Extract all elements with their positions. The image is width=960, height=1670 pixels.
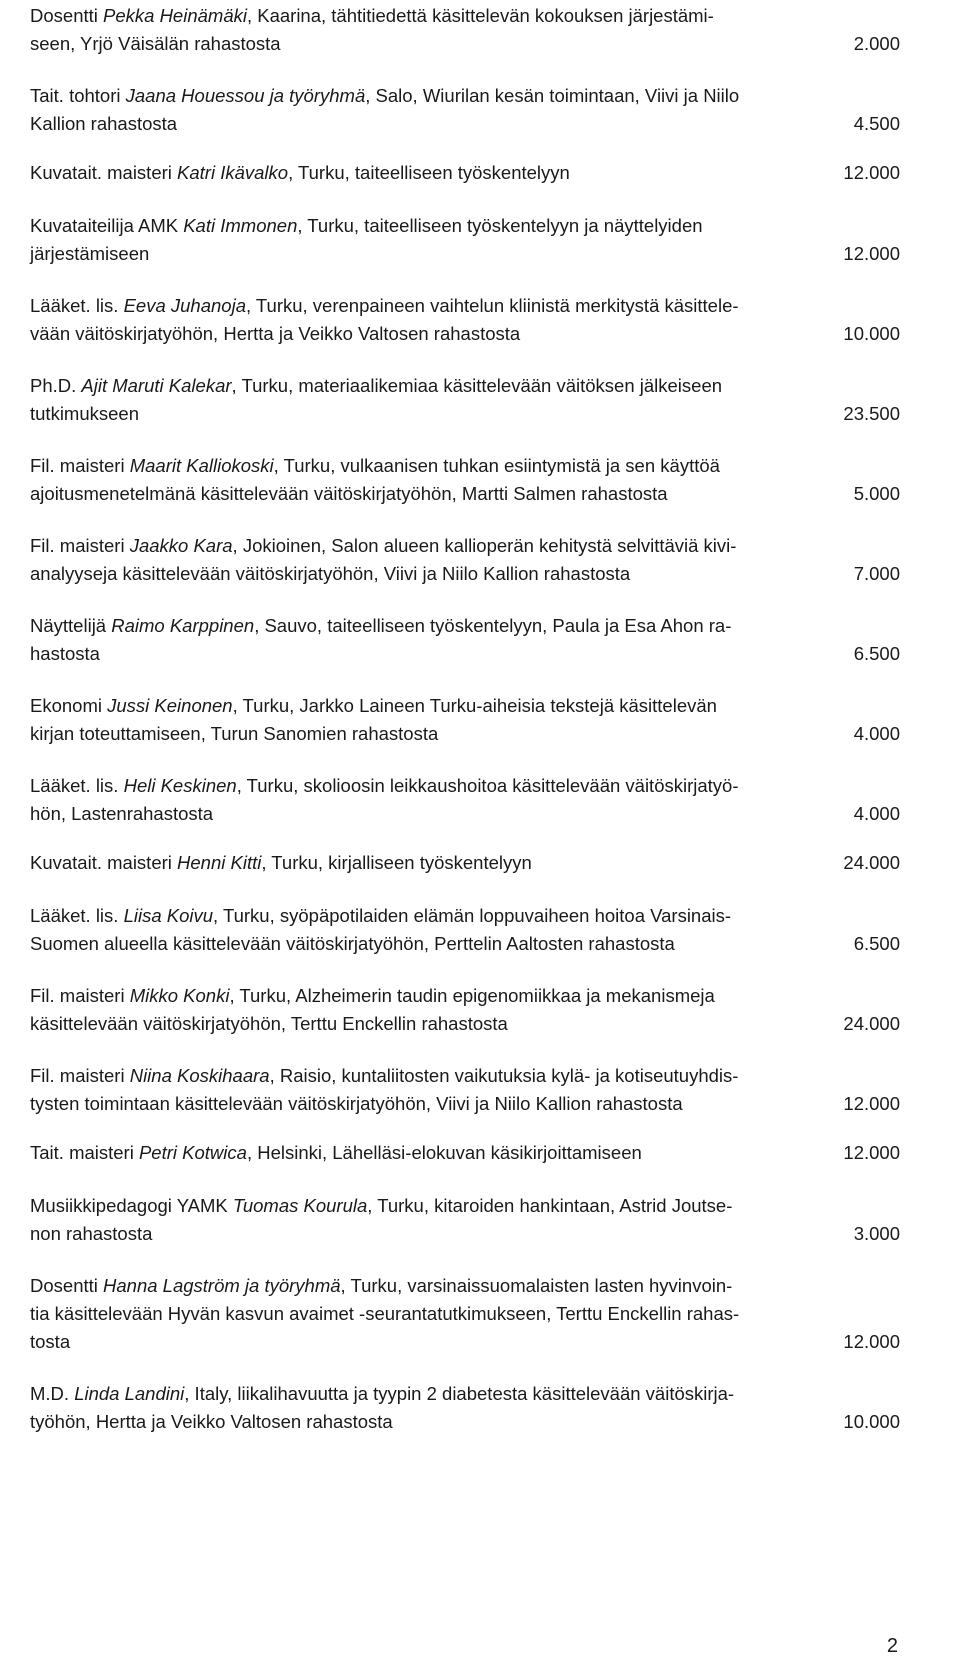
recipient-name: Jaana Houessou ja työryhmä (125, 85, 366, 106)
grant-amount: 23.500 (843, 403, 900, 424)
grant-text: , Turku, kitaroiden hankintaan, Astrid Joutse- (367, 1195, 733, 1216)
grant-amount: 5.000 (853, 483, 900, 504)
grant-amount: 12.000 (843, 243, 900, 264)
grant-text: Tait. maisteri (30, 1142, 139, 1163)
grant-text-line (30, 560, 900, 588)
recipient-name: Heli Keskinen (123, 775, 237, 796)
grant-text-line (30, 372, 900, 400)
grant-amount: 4.000 (853, 723, 900, 744)
grant-entry (30, 849, 900, 877)
grant-entry (30, 159, 900, 187)
grant-text-line (30, 800, 900, 828)
grant-description (30, 159, 900, 187)
grant-text: Kallion rahastosta (30, 113, 178, 134)
recipient-name: Jussi Keinonen (107, 695, 233, 716)
grant-text: , Turku, taiteelliseen työskentelyyn (288, 162, 570, 183)
grant-text: Kuvatait. maisteri (30, 852, 178, 873)
grant-description (30, 772, 900, 828)
grant-text: , Turku, taiteelliseen työskentelyyn ja näyttelyiden (297, 215, 703, 236)
recipient-name: Jaakko Kara (129, 535, 233, 556)
grant-text: , Turku, Jarkko Laineen Turku-aiheisia tekstejä käsittelevän (232, 695, 717, 716)
grant-text-line (30, 930, 900, 958)
grant-text: , Salo, Wiurilan kesän toimintaan, Viivi ja Niilo (365, 85, 740, 106)
recipient-name: Hanna Lagström ja työryhmä (103, 1275, 341, 1296)
grant-text: , Jokioinen, Salon alueen kallioperän kehitystä selvittäviä kivi- (232, 535, 737, 556)
grant-text-line (30, 212, 900, 240)
grant-text: , Turku, skolioosin leikkaushoitoa käsittelevään väitöskirjatyö- (236, 775, 739, 796)
grant-text: , Sauvo, taiteelliseen työskentelyyn, Paula ja Esa Ahon ra- (254, 615, 732, 636)
grant-text: hastosta (30, 643, 100, 664)
grant-text: Fil. maisteri (30, 535, 130, 556)
grant-text: hön, Lastenrahastosta (30, 803, 214, 824)
recipient-name: Liisa Koivu (123, 905, 214, 926)
grant-text: Dosentti (30, 1275, 104, 1296)
grant-text-line (30, 292, 900, 320)
grant-text: , Turku, vulkaanisen tuhkan esiintymistä ja sen käyttöä (273, 455, 720, 476)
grant-text-line (30, 849, 900, 877)
grant-entry (30, 2, 900, 58)
grant-text: Fil. maisteri (30, 1065, 130, 1086)
grant-description (30, 2, 900, 58)
grant-text-line (30, 612, 900, 640)
grant-description (30, 902, 900, 958)
grant-text-line (30, 452, 900, 480)
grant-amount: 6.500 (853, 933, 900, 954)
grant-amount: 12.000 (843, 1331, 900, 1352)
grant-text: Ph.D. (30, 375, 82, 396)
grant-amount: 12.000 (843, 1142, 900, 1163)
recipient-name: Linda Landini (74, 1383, 185, 1404)
grant-text: , Italy, liikalihavuutta ja tyypin 2 diabetesta käsittelevään väitöskirja- (184, 1383, 735, 1404)
grant-entry (30, 1272, 900, 1356)
grant-text: käsittelevään väitöskirjatyöhön, Terttu Enckellin rahastosta (30, 1013, 508, 1034)
grant-text-line (30, 400, 900, 428)
grant-text: ajoitusmenetelmänä käsittelevään väitöskirjatyöhön, Martti Salmen rahastosta (30, 483, 668, 504)
grant-text: , Kaarina, tähtitiedettä käsittelevän kokouksen järjestämi- (246, 5, 714, 26)
grant-text-line (30, 1328, 900, 1356)
grant-text: non rahastosta (30, 1223, 153, 1244)
recipient-name: Eeva Juhanoja (123, 295, 246, 316)
grant-entry (30, 82, 900, 138)
grant-text-line (30, 1010, 900, 1038)
grant-text: , Turku, syöpäpotilaiden elämän loppuvaiheen hoitoa Varsinais- (213, 905, 732, 926)
grant-text: tysten toimintaan käsittelevään väitöskirjatyöhön, Viivi ja Niilo Kallion rahastosta (30, 1093, 683, 1114)
recipient-name: Petri Kotwica (138, 1142, 247, 1163)
grant-text: järjestämiseen (30, 243, 150, 264)
grant-text-line (30, 320, 900, 348)
grant-text: Lääket. lis. (30, 295, 124, 316)
grant-description (30, 532, 900, 588)
grant-text: , Turku, Alzheimerin taudin epigenomiikkaa ja mekanismeja (229, 985, 715, 1006)
recipient-name: Maarit Kalliokoski (129, 455, 274, 476)
grant-text-line (30, 1220, 900, 1248)
grant-description (30, 292, 900, 348)
grant-description (30, 1192, 900, 1248)
grant-amount: 4.500 (853, 113, 900, 134)
recipient-name: Mikko Konki (129, 985, 230, 1006)
grant-text: Dosentti (30, 5, 104, 26)
grant-text-line (30, 640, 900, 668)
grant-text: työhön, Hertta ja Veikko Valtosen rahastosta (30, 1411, 393, 1432)
grant-description (30, 982, 900, 1038)
recipient-name: Ajit Maruti Kalekar (81, 375, 232, 396)
grant-text-line (30, 480, 900, 508)
grant-text: Ekonomi (30, 695, 108, 716)
grant-text: , Raisio, kuntaliitosten vaikutuksia kylä- ja kotiseutuyhdis- (269, 1065, 739, 1086)
grant-text-line (30, 110, 900, 138)
grant-text-line (30, 30, 900, 58)
grant-amount: 12.000 (843, 1093, 900, 1114)
grant-text: Tait. tohtori (30, 85, 126, 106)
grant-entry (30, 692, 900, 748)
recipient-name: Henni Kitti (177, 852, 262, 873)
grant-amount: 24.000 (843, 1013, 900, 1034)
grant-entry (30, 532, 900, 588)
grant-text: Näyttelijä (30, 615, 112, 636)
grant-text-line (30, 772, 900, 800)
recipient-name: Pekka Heinämäki (103, 5, 247, 26)
grant-text: Musiikkipedagogi YAMK (30, 1195, 233, 1216)
grant-entry (30, 612, 900, 668)
grant-entry (30, 452, 900, 508)
grant-amount: 24.000 (843, 852, 900, 873)
grant-text: kirjan toteuttamiseen, Turun Sanomien rahastosta (30, 723, 439, 744)
grant-entry (30, 292, 900, 348)
grant-description (30, 1062, 900, 1118)
recipient-name: Niina Koskihaara (129, 1065, 270, 1086)
grant-text: tosta (30, 1331, 71, 1352)
grant-text-line (30, 82, 900, 110)
grant-text-line (30, 1272, 900, 1300)
grant-text: Lääket. lis. (30, 905, 124, 926)
recipient-name: Tuomas Kourula (232, 1195, 368, 1216)
grant-text: Kuvatait. maisteri (30, 162, 178, 183)
grant-description (30, 1380, 900, 1436)
grant-entry (30, 1139, 900, 1167)
grant-amount: 7.000 (853, 563, 900, 584)
grant-text: Fil. maisteri (30, 985, 130, 1006)
grant-text: seen, Yrjö Väisälän rahastosta (30, 33, 281, 54)
grant-text: , Turku, varsinaissuomalaisten lasten hyvinvoin- (340, 1275, 733, 1296)
grant-amount: 4.000 (853, 803, 900, 824)
recipient-name: Kati Immonen (183, 215, 298, 236)
grant-text-line (30, 692, 900, 720)
page-number: 2 (886, 1635, 898, 1657)
grant-description (30, 212, 900, 268)
grant-text-line (30, 532, 900, 560)
grant-description (30, 612, 900, 668)
grant-amount: 2.000 (853, 33, 900, 54)
grant-text: Suomen alueella käsittelevään väitöskirjatyöhön, Perttelin Aaltosten rahastosta (30, 933, 675, 954)
grant-amount: 6.500 (853, 643, 900, 664)
grant-text: , Turku, materiaalikemiaa käsittelevään väitöksen jälkeiseen (231, 375, 723, 396)
grant-entry (30, 902, 900, 958)
grant-entry (30, 1062, 900, 1118)
grant-text: tutkimukseen (30, 403, 139, 424)
grant-text-line (30, 982, 900, 1010)
grant-description (30, 452, 900, 508)
grant-description (30, 372, 900, 428)
grant-description (30, 1272, 900, 1356)
grant-amount: 3.000 (853, 1223, 900, 1244)
grant-amount: 10.000 (843, 1411, 900, 1432)
grant-text-line (30, 1090, 900, 1118)
grant-description (30, 1139, 900, 1167)
grant-text-line (30, 1380, 900, 1408)
grant-entry (30, 1192, 900, 1248)
recipient-name: Katri Ikävalko (177, 162, 289, 183)
grant-text: M.D. (30, 1383, 75, 1404)
grant-text-line (30, 720, 900, 748)
recipient-name: Raimo Karppinen (111, 615, 255, 636)
grant-description (30, 849, 900, 877)
grant-entry (30, 982, 900, 1038)
grant-text: , Turku, verenpaineen vaihtelun kliinistä merkitystä käsittele- (245, 295, 739, 316)
grant-text: vään väitöskirjatyöhön, Hertta ja Veikko Valtosen rahastosta (30, 323, 521, 344)
grant-text-line (30, 2, 900, 30)
grant-text: Fil. maisteri (30, 455, 130, 476)
grant-entry (30, 372, 900, 428)
grant-text-line (30, 1300, 900, 1328)
grant-text-line (30, 1192, 900, 1220)
grant-text: Lääket. lis. (30, 775, 124, 796)
grant-text-line (30, 1062, 900, 1090)
grant-entry (30, 1380, 900, 1436)
grant-text: tia käsittelevään Hyvän kasvun avaimet -seurantatutkimukseen, Terttu Enckellin rahas- (30, 1303, 740, 1324)
grant-text: , Helsinki, Lähelläsi-elokuvan käsikirjoittamiseen (246, 1142, 642, 1163)
grant-entry (30, 212, 900, 268)
grant-description (30, 82, 900, 138)
grant-text-line (30, 1139, 900, 1167)
grant-text-line (30, 1408, 900, 1436)
grant-text-line (30, 240, 900, 268)
grant-entry (30, 772, 900, 828)
grant-text: Kuvataiteilija AMK (30, 215, 184, 236)
grant-text: , Turku, kirjalliseen työskentelyyn (261, 852, 532, 873)
grant-amount: 12.000 (843, 162, 900, 183)
grant-description (30, 692, 900, 748)
grant-text-line (30, 159, 900, 187)
grant-text-line (30, 902, 900, 930)
grant-amount: 10.000 (843, 323, 900, 344)
grant-text: analyyseja käsittelevään väitöskirjatyöhön, Viivi ja Niilo Kallion rahastosta (30, 563, 631, 584)
